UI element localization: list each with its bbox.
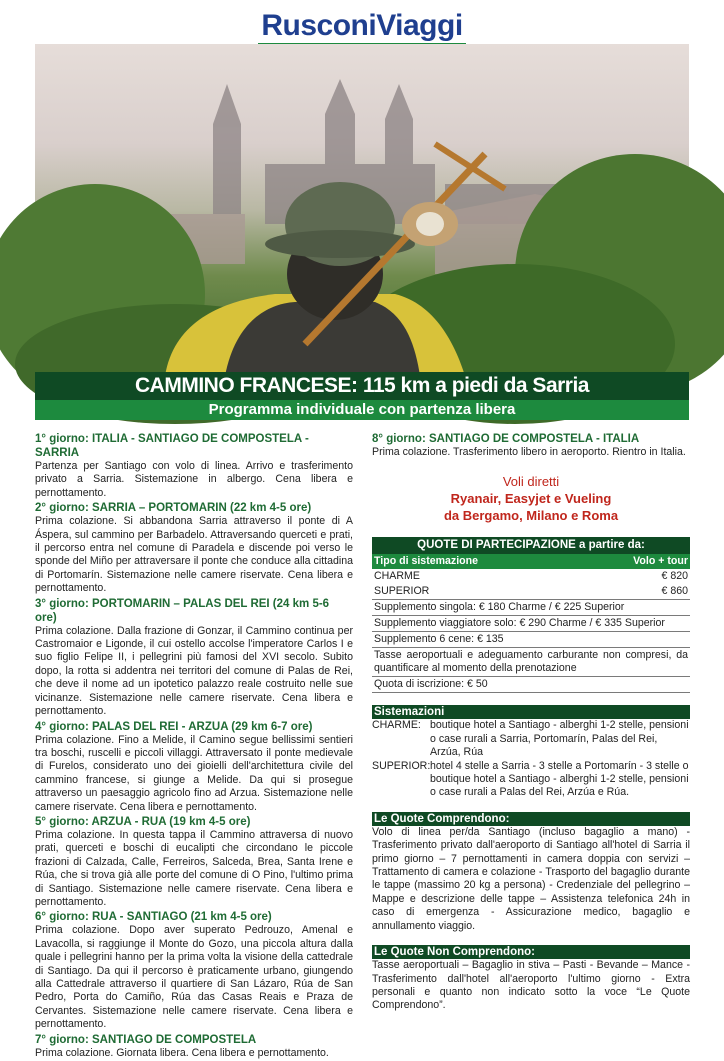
pilgrim-illustration [35, 44, 689, 376]
sistemazioni-body [372, 719, 690, 799]
day-1 [35, 432, 353, 500]
flights-line-3: da Bergamo, Milano e Roma [443, 508, 619, 524]
itinerary-column [35, 432, 353, 1061]
day-3 [35, 597, 353, 719]
day-text: Prima colazione. Si abbandona Sarria attraverso il ponte di A Áspera, sul cammino per Barbadelo. Attraversando querceti e prati, il percorso entra nel comune di Paradela e discende poi verso le sponde del Miño per attraversare il ponte che conduce alla cittadina di Portomarín. Sistemazione nelle camere riservate. Cena libera e pernottamento. [35, 515, 353, 595]
table-row [372, 569, 690, 584]
comprendono-text: Volo di linea per/da Santiago (incluso bagaglio a mano) - Trasferimento privato dall'aeroporto di Santiago all'hotel di Sarria il primo giorno – 7 pernottamenti in camera doppia con servizi – Trattamento di camera e colazione - Trasporto del bagaglio durante le tappe (massimo 20 kg a persona) - Credenziale del pellegrino – Mappe e descrizione delle tappe – Assistenza telefonica 24h in caso di emergenza - Assicurazione medico, bagaglio e annullamento viaggio. [372, 825, 690, 932]
sistemazione-text: hotel 4 stelle a Sarria - 3 stelle a Portomarín - 3 stelle o boutique hotel a Santiago - alberghi 1-2 stelle, pensioni o case rurali a Palas del Rei, Arzúa e Rúa. [430, 759, 689, 799]
note-dinner-supplement: Supplemento 6 cene: € 135 [372, 632, 690, 648]
day-6 [35, 910, 353, 1031]
subtitle-band [35, 400, 689, 420]
day-5 [35, 815, 353, 909]
day-title: 7° giorno: SANTIAGO DE COMPOSTELA [35, 1033, 257, 1046]
title-band [35, 372, 689, 400]
flights-callout [372, 473, 690, 524]
column-header-type: Tipo di sistemazione [372, 554, 581, 569]
quotes-heading: QUOTE DI PARTECIPAZIONE a partire da: [372, 537, 690, 554]
day-text: Prima colazione. Dalla frazione di Gonzar, il Cammino continua per Castromaior e Ligonde, il cui ostello accolse l'imperatore Carlos I e suo figlio Felipe II, i pellegrini più famosi del XVI secolo. Subito dopo, la rotta si addentra nei territori del comune di Palas de Rei, che deve il nome ad un ipotetico palazzo reale costruito nelle sue vicinanze. Sistemazione nelle camere riservate. Cena libera e pernottamento. [35, 624, 353, 718]
day-4 [35, 720, 353, 814]
list-item [372, 719, 690, 759]
flights-line-2: Ryanair, Easyjet e Vueling [450, 491, 612, 507]
day-text: Prima colazione. In questa tappa il Cammino attraversa di nuovo prati, querceti e boschi di eucalipti che circondano le piccole frazioni di Calzada, Calle, Ferreiros, Salceda, Brea, Santa Irene e Rúa, che si trova già alle porte del comune di O Pino, l'ultimo prima di Santiago. Sistemazione nelle camere riservate. Cena libera e pernottamento. [35, 828, 353, 908]
flights-line-1: Voli diretti [502, 474, 560, 490]
non-comprendono-text: Tasse aeroportuali – Bagaglio in stiva – Pasti - Bevande – Mance - Trasferimento dall'hotel all'aeroporto l'ultimo giorno - Extra personali e quanto non indicato sotto la voce “Le Quote Comprendono”. [372, 959, 690, 1012]
note-single-supplement: Supplemento singola: € 180 Charme / € 225 Superior [372, 600, 690, 616]
table-row [372, 648, 690, 677]
table-row [372, 584, 690, 600]
row-type: SUPERIOR [374, 585, 430, 598]
non-comprendono-heading: Le Quote Non Comprendono: [372, 945, 690, 959]
day-title: 1° giorno: ITALIA - SANTIAGO DE COMPOSTELA - SARRIA [35, 433, 309, 459]
table-row [372, 616, 690, 632]
quotes-heading-row [372, 537, 690, 554]
row-price: € 860 [661, 585, 688, 598]
table-row [372, 600, 690, 616]
row-type: CHARME [374, 570, 420, 583]
list-item [372, 760, 690, 800]
day-text: Prima colazione. Trasferimento libero in aeroporto. Rientro in Italia. [372, 446, 686, 458]
day-title: 5° giorno: ARZUA - RUA (19 km 4-5 ore) [35, 815, 251, 828]
sistemazione-label: CHARME: [372, 719, 421, 732]
info-column [372, 432, 690, 1013]
page-title: CAMMINO FRANCESE: 115 km a piedi da Sarria [135, 374, 589, 397]
page-subtitle: Programma individuale con partenza libera [208, 401, 516, 418]
note-registration-fee: Quota di iscrizione: € 50 [372, 677, 690, 693]
day-title: 4° giorno: PALAS DEL REI - ARZUA (29 km 6-7 ore) [35, 720, 313, 733]
sistemazione-text: boutique hotel a Santiago - alberghi 1-2 stelle, pensioni o case rurali a Sarria, Portomarín, Palas del Rei, Arzúa, Rúa [430, 719, 689, 759]
column-header-price: Volo + tour [581, 554, 690, 569]
day-title: 6° giorno: RUA - SANTIAGO (21 km 4-5 ore) [35, 911, 272, 924]
day-title: 3° giorno: PORTOMARIN – PALAS DEL REI (24 km 5-6 ore) [35, 597, 330, 624]
note-solo-supplement: Supplemento viaggiatore solo: € 290 Charme / € 335 Superior [372, 616, 690, 632]
hero-photo [35, 44, 689, 376]
sistemazione-label: SUPERIOR: [372, 759, 431, 772]
table-row [372, 677, 690, 693]
day-title: 2° giorno: SARRIA – PORTOMARIN (22 km 4-5 ore) [35, 502, 312, 515]
day-2 [35, 501, 353, 595]
day-8 [372, 432, 690, 459]
sistemazioni-heading: Sistemazioni [372, 705, 690, 719]
day-7 [35, 1033, 353, 1060]
quotes-column-header-row [372, 554, 690, 569]
comprendono-heading: Le Quote Comprendono: [372, 812, 690, 826]
row-price: € 820 [661, 570, 688, 583]
day-text: Prima colazione. Giornata libera. Cena libera e pernottamento. [35, 1046, 329, 1059]
quotes-table [372, 537, 690, 693]
day-text: Prima colazione. Fino a Melide, il Camino segue bellissimi sentieri tra boschi, ruscelli e piccoli villaggi. Attraversato il ponte medievale di Furelos, considerato uno dei gioielli dell'architettura civile del cammino francese, si giunge a Melide. Da qui si prosegue attraverso un paesaggio agricolo fino ad Arzua. Sistemazione nelle camere riservate. Cena libera e pernottamento. [35, 733, 353, 813]
day-text: Prima colazione. Dopo aver superato Pedrouzo, Amenal e Lavacolla, si raggiunge il Monte do Gozo, una piccola altura dalla quale i pellegrini hanno per la prima volta la visione della cattedrale di Santiago. Da qui il percorso è praticamente urbano, giungendo alla Cattedrale attraverso il quartiere di San Lázaro, Rúa de San Pedro, Porta do Camiño, Rúa das Casas Reais e Praza de Cervantes. Sistemazione nelle camere riservate. Cena libera e pernottamento. [35, 924, 353, 1031]
logo-wordmark: RusconiViaggi [261, 9, 463, 42]
day-text: Partenza per Santiago con volo di linea. Arrivo e trasferimento privato a Sarria. Sistemazione in albergo. Cena libera e pernottamento. [35, 460, 353, 499]
note-airport-taxes: Tasse aeroportuali e adeguamento carburante non compresi, da quantificare al momento della prenotazione [372, 648, 690, 677]
day-title: 8° giorno: SANTIAGO DE COMPOSTELA - ITALIA [372, 433, 640, 445]
table-row [372, 632, 690, 648]
